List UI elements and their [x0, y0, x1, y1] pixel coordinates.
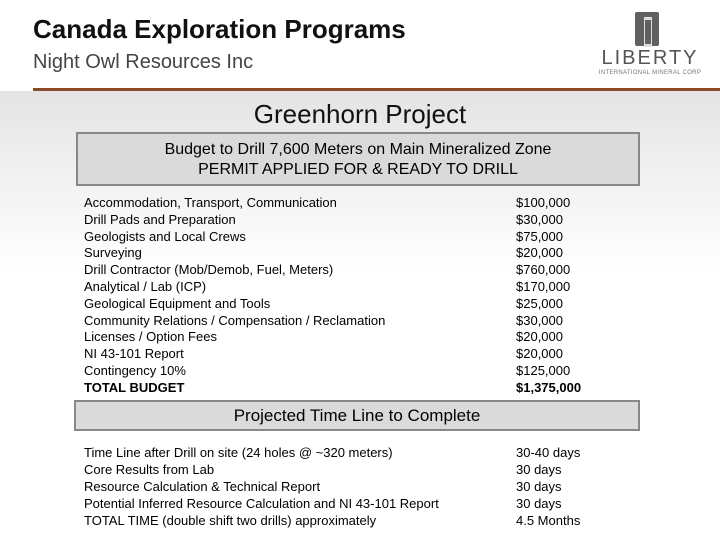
budget-heading-line1: Budget to Drill 7,600 Meters on Main Mineralized Zone [164, 141, 552, 158]
row-label: Time Line after Drill on site (24 holes @ ~320 meters) [84, 445, 393, 460]
row-value: 30 days [516, 462, 562, 477]
row-label: Community Relations / Compensation / Reclamation [84, 312, 386, 328]
table-row [84, 195, 644, 212]
row-label: Drill Pads and Preparation [84, 211, 236, 227]
table-row [84, 444, 644, 461]
logo-subtext: INTERNATIONAL MINERAL CORP [598, 70, 702, 76]
timeline-table [84, 444, 644, 529]
row-label: Geologists and Local Crews [84, 228, 246, 244]
table-row [84, 296, 644, 313]
table-row [84, 363, 644, 380]
table-row [84, 313, 644, 330]
row-value: $20,000 [516, 329, 563, 345]
row-value: $100,000 [516, 195, 571, 210]
row-label: TOTAL TIME (double shift two drills) approximately [84, 513, 377, 528]
table-row [84, 461, 644, 478]
row-value: 30 days [516, 496, 562, 511]
table-row [84, 212, 644, 229]
row-label: Geological Equipment and Tools [84, 295, 271, 311]
budget-heading-line2: PERMIT APPLIED FOR & READY TO DRILL [198, 161, 518, 178]
table-row [84, 329, 644, 346]
row-value: 30-40 days [516, 445, 581, 460]
budget-table [84, 195, 644, 397]
row-value: $25,000 [516, 295, 563, 311]
table-row [84, 478, 644, 495]
row-value: $30,000 [516, 312, 563, 328]
row-label: Accommodation, Transport, Communication [84, 195, 337, 210]
total-row [84, 380, 644, 397]
table-row [84, 279, 644, 296]
budget-heading-box [76, 132, 640, 186]
row-value: $75,000 [516, 228, 563, 244]
liberty-logo [598, 10, 702, 78]
table-row [84, 229, 644, 246]
row-value: $1,375,000 [516, 379, 582, 395]
slide-subtitle: Night Owl Resources Inc [33, 51, 254, 73]
row-value: 30 days [516, 479, 562, 494]
timeline-heading: Projected Time Line to Complete [233, 406, 481, 425]
row-value: $20,000 [516, 245, 563, 261]
row-label: Resource Calculation & Technical Report [84, 479, 321, 494]
table-row [84, 245, 644, 262]
logo-icon [635, 12, 659, 46]
row-value: $125,000 [516, 362, 571, 378]
logo-text: LIBERTY [601, 47, 699, 69]
row-value: $760,000 [516, 262, 571, 278]
row-value: $30,000 [516, 211, 563, 227]
slide-title: Canada Exploration Programs [33, 14, 406, 44]
row-label: Surveying [84, 245, 142, 261]
table-row [84, 262, 644, 279]
table-row [84, 495, 644, 512]
row-label: Drill Contractor (Mob/Demob, Fuel, Meters) [84, 262, 334, 278]
row-label: TOTAL BUDGET [84, 379, 185, 395]
row-value: $20,000 [516, 346, 563, 362]
row-label: Contingency 10% [84, 362, 186, 378]
table-row [84, 512, 644, 529]
row-value: 4.5 Months [516, 513, 581, 528]
row-value: $170,000 [516, 278, 571, 294]
project-title: Greenhorn Project [253, 99, 467, 129]
row-label: Core Results from Lab [84, 462, 215, 477]
row-label: NI 43-101 Report [84, 346, 184, 362]
row-label: Potential Inferred Resource Calculation and NI 43-101 Report [84, 496, 439, 511]
row-label: Analytical / Lab (ICP) [84, 278, 207, 294]
table-row [84, 346, 644, 363]
timeline-heading-box [74, 400, 640, 431]
row-label: Licenses / Option Fees [84, 329, 217, 345]
